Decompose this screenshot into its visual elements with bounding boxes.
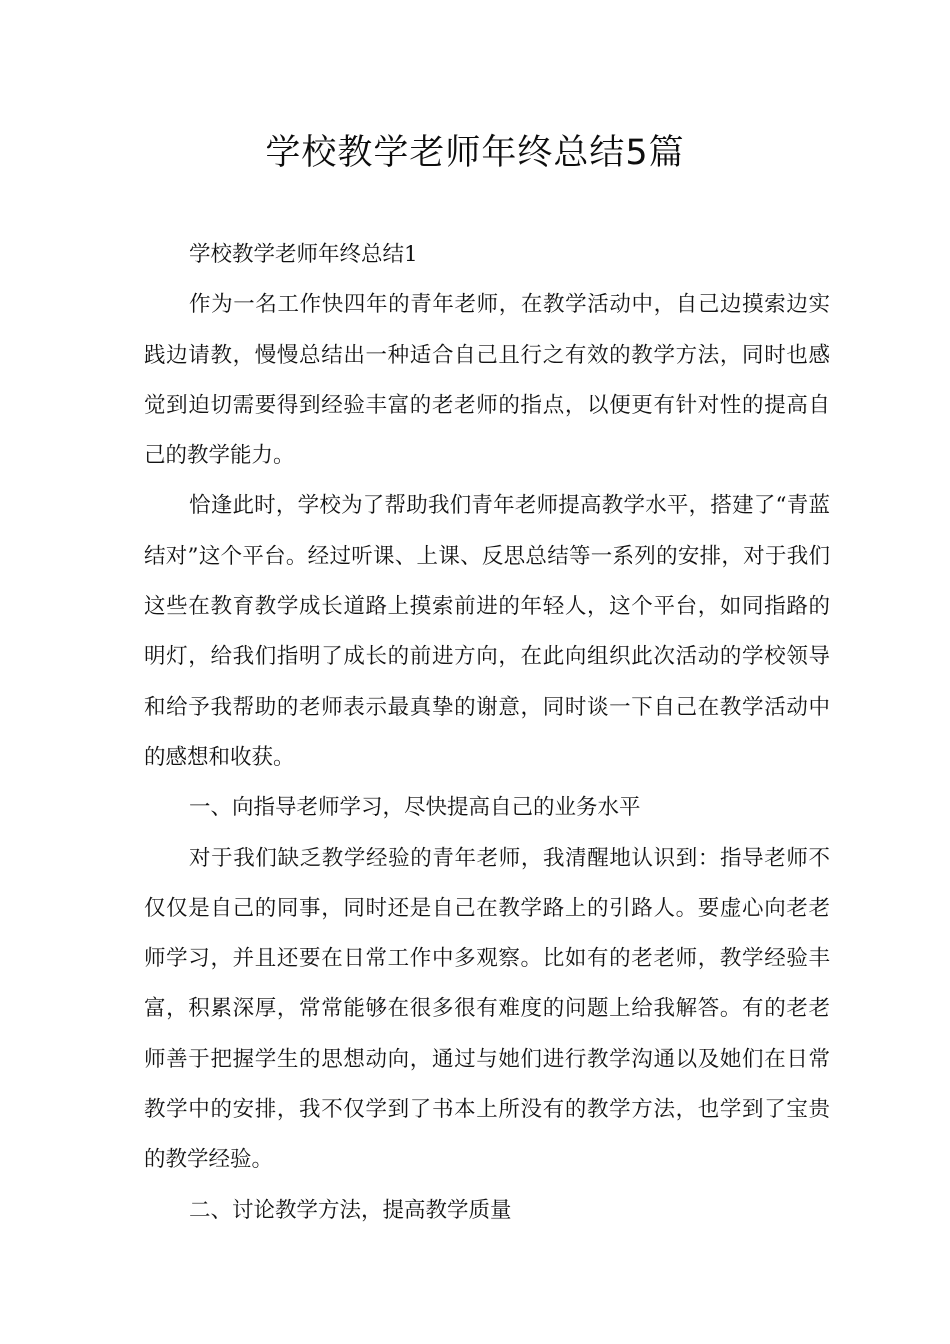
section-heading-1: 一、向指导老师学习，尽快提高自己的业务水平 <box>189 795 641 821</box>
document-body <box>144 230 830 1236</box>
article-subtitle: 学校教学老师年终总结1 <box>189 242 418 267</box>
section-heading-2: 二、讨论教学方法，提高教学质量 <box>189 1197 512 1223</box>
paragraph-platform: 恰逢此时，学校为了帮助我们青年老师提高教学水平，搭建了“青蓝结对”这个平台。经过听课、上课、反思总结等一系列的安排，对于我们这些在教育教学成长道路上摸索前进的年轻人，这个平台，如同指路的明灯，给我们指明了成长的前进方向，在此向组织此次活动的学校领导和给予我帮助的老师表示最真挚的谢意，同时谈一下自己在教学活动中的感想和收获。 <box>144 493 830 770</box>
paragraph-intro: 作为一名工作快四年的青年老师，在教学活动中，自己边摸索边实践边请教，慢慢总结出一种适合自己且行之有效的教学方法，同时也感觉到迫切需要得到经验丰富的老老师的指点，以便更有针对性的提高自己的教学能力。 <box>144 292 830 469</box>
document-title: 学校教学老师年终总结5篇 <box>265 133 685 173</box>
paragraph-section-1: 对于我们缺乏教学经验的青年老师，我清醒地认识到：指导老师不仅仅是自己的同事，同时还是自己在教学路上的引路人。要虚心向老老师学习，并且还要在日常工作中多观察。比如有的老老师，教学经验丰富，积累深厚，常常能够在很多很有难度的问题上给我解答。有的老老师善于把握学生的思想动向，通过与她们进行教学沟通以及她们在日常教学中的安排，我不仅学到了书本上所没有的教学方法，也学到了宝贵的教学经验。 <box>144 845 830 1173</box>
